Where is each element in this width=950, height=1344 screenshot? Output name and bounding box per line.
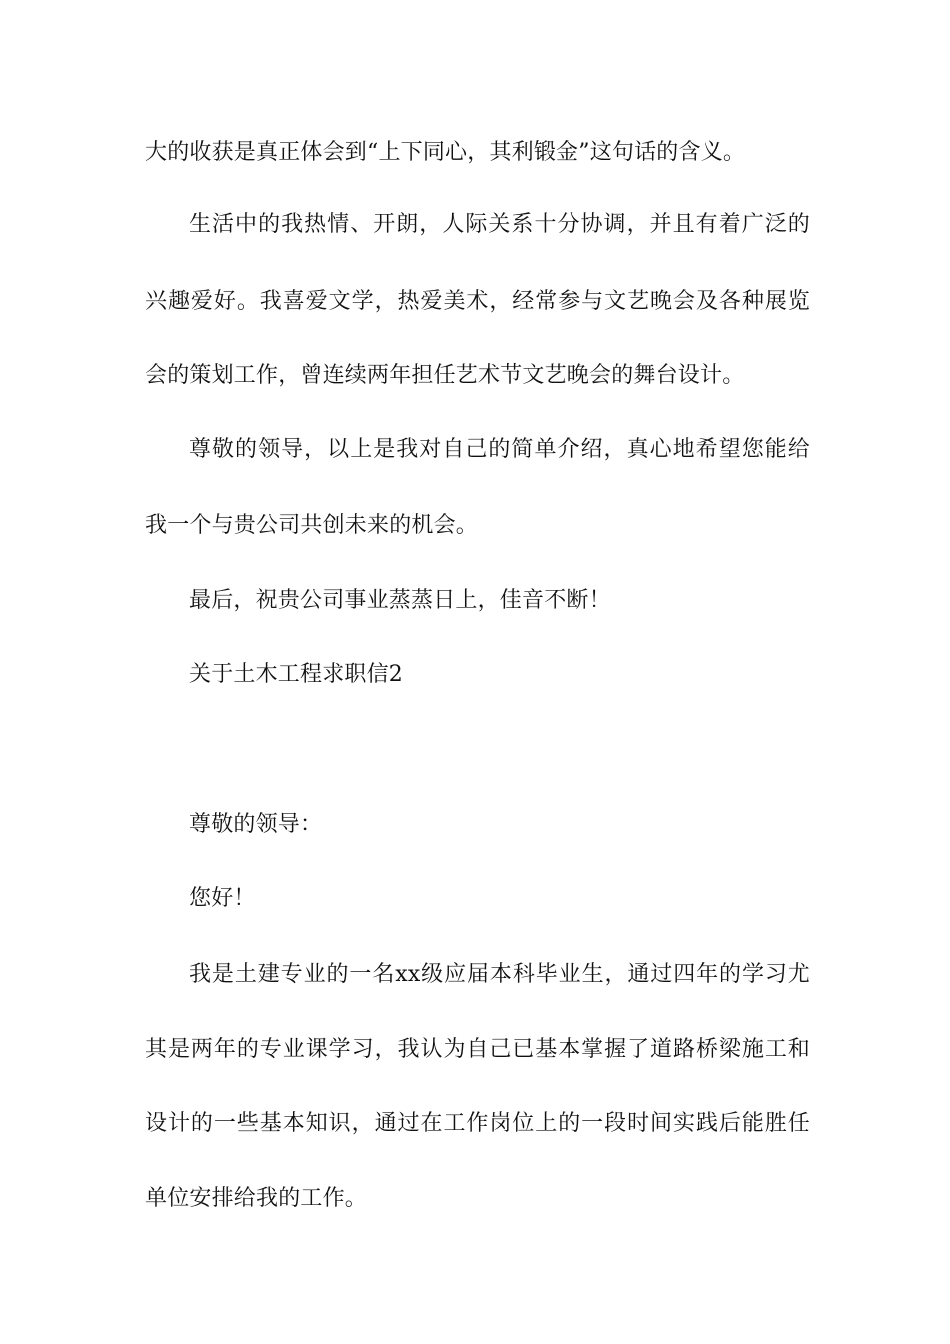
salutation: 尊敬的领导： bbox=[189, 812, 323, 837]
section-heading: 关于土木工程求职信2 bbox=[189, 662, 403, 687]
text-line: 尊敬的领导，以上是我对自己的简单介绍，真心地希望您能给 bbox=[189, 437, 810, 462]
text-line: 生活中的我热情、开朗，人际关系十分协调，并且有着广泛的 bbox=[189, 212, 810, 237]
text-line: 我一个与贵公司共创未来的机会。 bbox=[145, 513, 479, 538]
text-line: 单位安排给我的工作。 bbox=[145, 1186, 368, 1211]
text-line: 大的收获是真正体会到“上下同心，其利锻金”这句话的含义。 bbox=[145, 140, 746, 165]
text-line: 最后，祝贵公司事业蒸蒸日上，佳音不断！ bbox=[189, 588, 611, 613]
text-line: 我是土建专业的一名xx级应届本科毕业生，通过四年的学习尤 bbox=[189, 962, 810, 987]
text-line: 设计的一些基本知识，通过在工作岗位上的一段时间实践后能胜任 bbox=[145, 1111, 810, 1136]
text-line: 兴趣爱好。我喜爱文学，热爱美术，经常参与文艺晚会及各种展览 bbox=[145, 289, 810, 314]
greeting: 您好！ bbox=[189, 886, 256, 911]
text-line: 其是两年的专业课学习，我认为自己已基本掌握了道路桥梁施工和 bbox=[145, 1037, 810, 1062]
text-line: 会的策划工作，曾连续两年担任艺术节文艺晚会的舞台设计。 bbox=[145, 363, 745, 388]
